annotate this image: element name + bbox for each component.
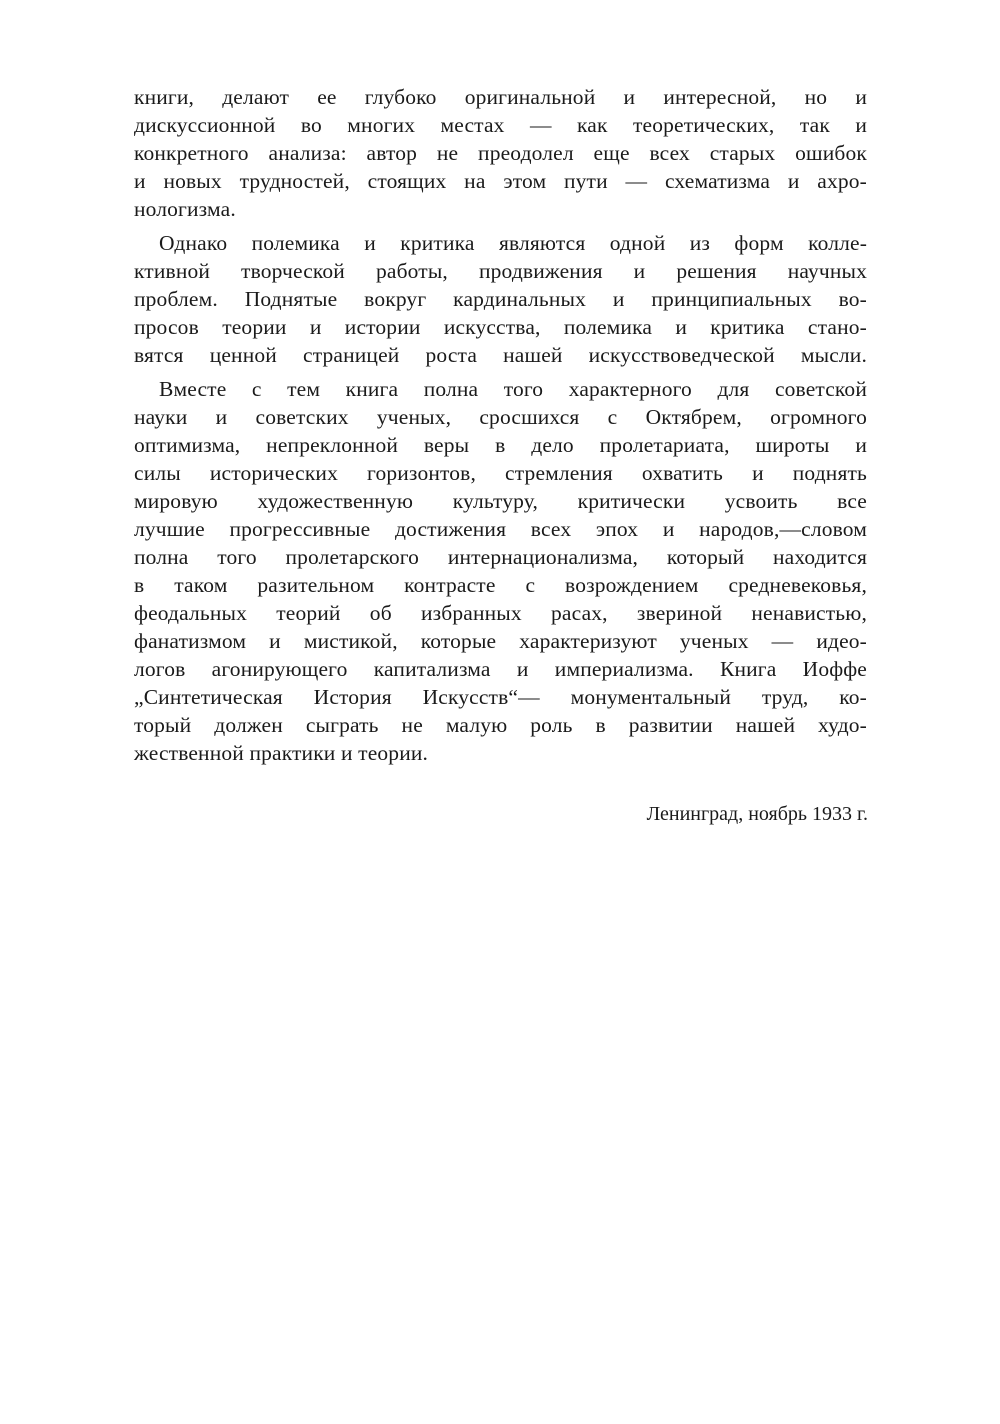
text-line: нологизма. [134, 197, 236, 221]
signature-place-date: Ленинград, ноябрь 1933 г. [646, 803, 868, 825]
text-line: вятся ценной страницей роста нашей искусствоведческой мысли. [134, 343, 867, 367]
paragraph-2 [134, 229, 867, 369]
text-line: Однако полемика и критика являются одной из форм колле- [159, 231, 867, 255]
text-line: науки и советских ученых, сросшихся с Октябрем, огромного [134, 405, 867, 429]
text-line: силы исторических горизонтов, стремления охватить и поднять [134, 461, 867, 485]
text-line: мировую художественную культуру, критически усвоить все [134, 489, 867, 513]
text-line: проблем. Поднятые вокруг кардинальных и принципиальных во- [134, 287, 867, 311]
text-line: фанатизмом и мистикой, которые характеризуют ученых — идео- [134, 629, 867, 653]
text-line: Вместе с тем книга полна того характерного для советской [159, 377, 867, 401]
text-line: ктивной творческой работы, продвижения и решения научных [134, 259, 867, 283]
text-line: просов теории и истории искусства, полемика и критика стано- [134, 315, 867, 339]
document-body [134, 83, 867, 773]
text-line: в таком разительном контрасте с возрождением средневековья, [134, 573, 867, 597]
text-line: торый должен сыграть не малую роль в развитии нашей худо- [134, 713, 867, 737]
text-line: логов агонирующего капитализма и империализма. Книга Иоффе [134, 657, 867, 681]
text-line: полна того пролетарского интернационализма, который находится [134, 545, 867, 569]
text-line: феодальных теорий об избранных расах, звериной ненавистью, [134, 601, 867, 625]
text-line: книги, делают ее глубоко оригинальной и интересной, но и [134, 85, 867, 109]
text-line: „Синтетическая История Искусств“— монументальный труд, ко- [134, 685, 867, 709]
text-line: и новых трудностей, стоящих на этом пути — схематизма и ахро- [134, 169, 867, 193]
text-line: конкретного анализа: автор не преодолел еще всех старых ошибок [134, 141, 867, 165]
text-line: дискуссионной во многих местах — как теоретических, так и [134, 113, 867, 137]
paragraph-1 [134, 83, 867, 223]
text-line: жественной практики и теории. [134, 741, 429, 765]
text-line: оптимизма, непреклонной веры в дело пролетариата, широты и [134, 433, 867, 457]
paragraph-3 [134, 375, 867, 767]
text-line: лучшие прогрессивные достижения всех эпох и народов,—словом [134, 517, 867, 541]
